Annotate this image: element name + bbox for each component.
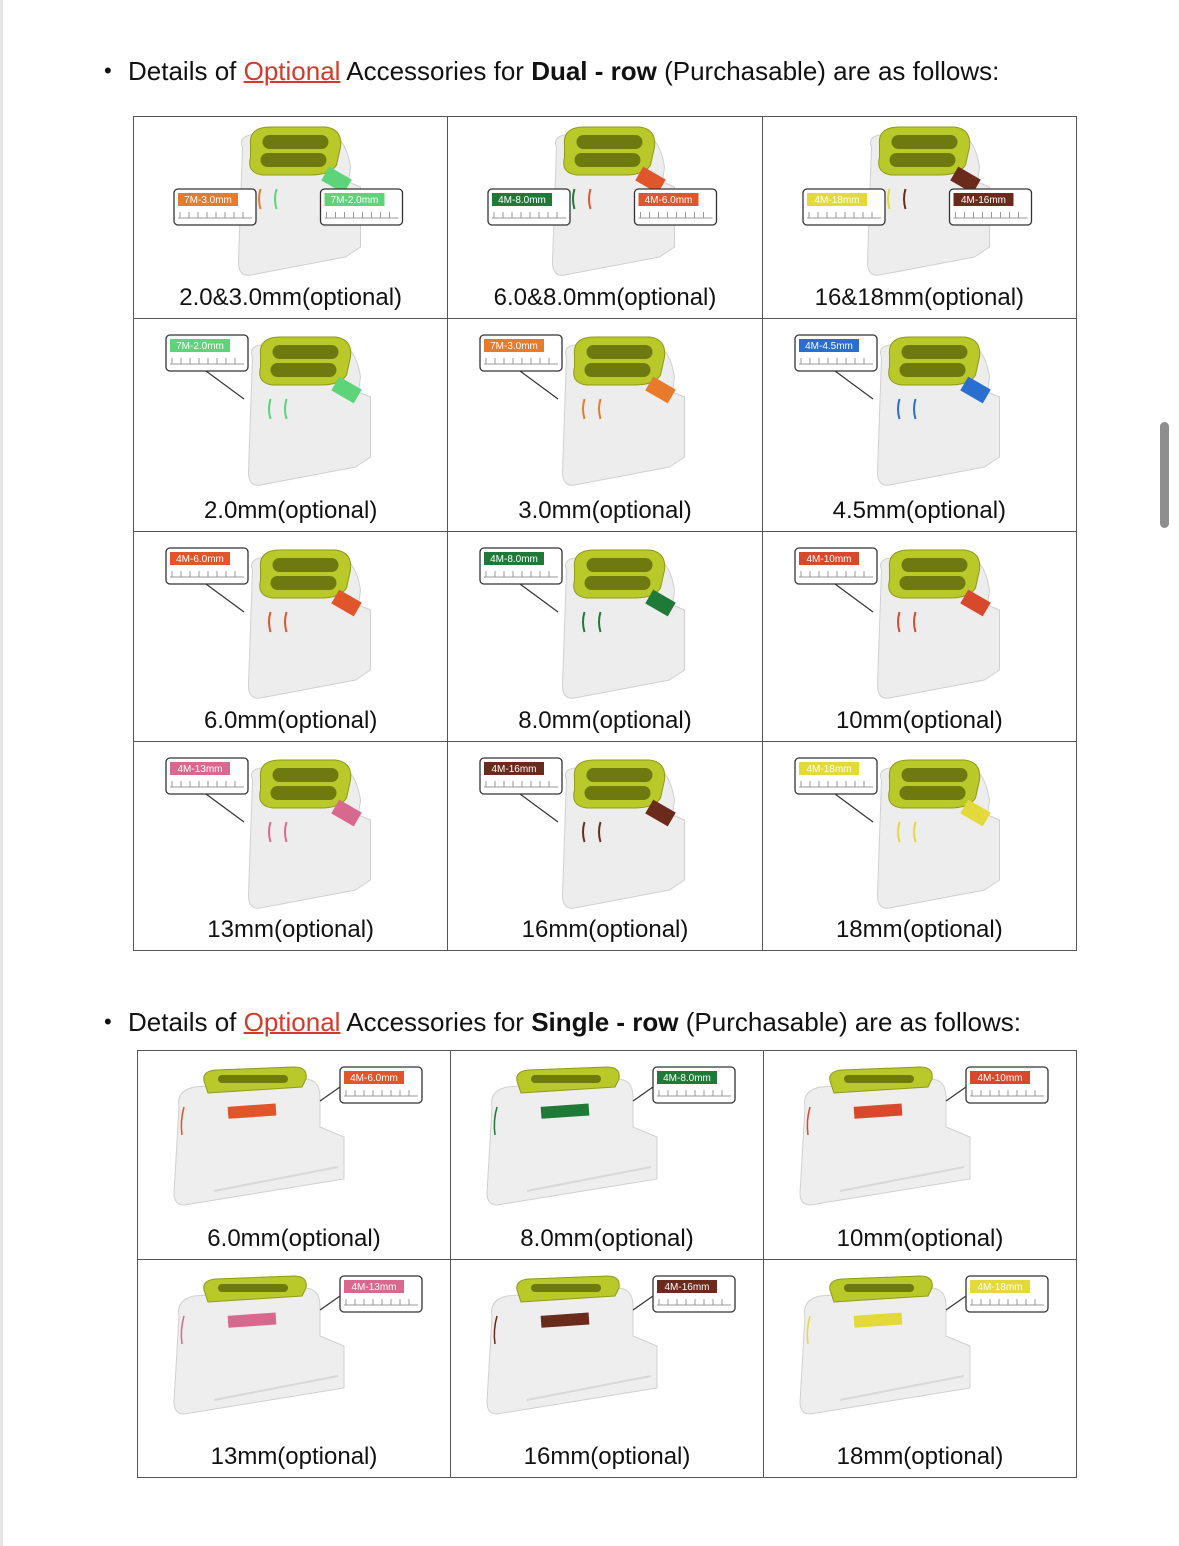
size-tag-icon xyxy=(480,548,562,584)
accessory-caption: 2.0&3.0mm(optional) xyxy=(179,284,403,311)
tag-label: 4M-13mm xyxy=(351,1282,397,1293)
dual-cell xyxy=(762,532,1076,742)
accessory-caption: 8.0mm(optional) xyxy=(520,1225,694,1252)
tag-label: 4M-16mm xyxy=(491,764,537,775)
accessory-caption: 8.0mm(optional) xyxy=(518,707,692,734)
dual-cell xyxy=(448,117,762,319)
tag-label: 4M-10mm xyxy=(977,1073,1023,1084)
accessory-caption: 2.0mm(optional) xyxy=(203,497,378,524)
scrollbar-thumb[interactable] xyxy=(1160,422,1169,528)
size-tag-icon xyxy=(803,189,885,225)
dual-row-cartridge-icon xyxy=(249,337,371,485)
single-cell xyxy=(764,1260,1077,1478)
single-row-cartridge-icon xyxy=(800,1276,970,1414)
accessory-caption: 16mm(optional) xyxy=(523,1443,691,1470)
heading-text: Details of xyxy=(128,1007,244,1037)
single-row-cartridge-icon xyxy=(800,1067,970,1205)
heading-text: Accessories for xyxy=(340,1007,532,1037)
single-cell xyxy=(138,1260,451,1478)
dual-cell xyxy=(134,117,448,319)
tag-label: 4M-6.0mm xyxy=(350,1073,398,1084)
tag-label: 7M-3.0mm xyxy=(184,195,232,206)
accessory-caption: 13mm(optional) xyxy=(207,916,375,943)
single-cell xyxy=(451,1051,764,1260)
tag-label: 4M-13mm xyxy=(177,764,223,775)
single-cell xyxy=(138,1051,451,1260)
accessory-caption: 18mm(optional) xyxy=(835,916,1003,943)
dual-cell xyxy=(134,742,448,951)
dual-row-cartridge-icon xyxy=(249,760,371,908)
bullet-icon: • xyxy=(104,58,112,83)
tag-label: 4M-6.0mm xyxy=(176,554,224,565)
size-tag-icon xyxy=(653,1276,735,1312)
optional-link[interactable]: Optional xyxy=(243,56,341,86)
accessory-caption: 6.0mm(optional) xyxy=(207,1225,381,1252)
single-cell xyxy=(451,1260,764,1478)
heading-text: (Purchasable) are as follows: xyxy=(656,56,1000,86)
heading-bold: Single - row xyxy=(531,1007,679,1037)
tag-label: 7M-2.0mm xyxy=(330,195,379,206)
dual-row-cartridge-icon xyxy=(877,760,999,908)
single-cell xyxy=(764,1051,1077,1260)
accessory-caption: 10mm(optional) xyxy=(836,1225,1004,1252)
single-row-heading xyxy=(104,1006,1021,1038)
dual-row-cartridge-icon xyxy=(563,760,685,908)
single-row-cartridge-icon xyxy=(487,1067,657,1205)
single-row-cartridge-icon xyxy=(174,1067,344,1205)
size-tag-icon xyxy=(174,189,256,225)
size-tag-icon xyxy=(480,758,562,794)
size-tag-icon xyxy=(966,1067,1048,1103)
tag-label: 4M-18mm xyxy=(977,1282,1023,1293)
tag-label: 4M-18mm xyxy=(806,764,852,775)
dual-row-cartridge-icon xyxy=(877,550,999,698)
dual-row-cartridge-icon xyxy=(249,550,371,698)
tag-label: 4M-16mm xyxy=(664,1282,710,1293)
dual-row-table xyxy=(133,116,1077,951)
single-row-cartridge-icon xyxy=(174,1276,344,1414)
heading-text: (Purchasable) are as follows: xyxy=(678,1007,1022,1037)
dual-cell xyxy=(448,532,762,742)
tag-label: 7M-3.0mm xyxy=(490,341,539,352)
size-tag-icon xyxy=(166,758,248,794)
size-tag-icon xyxy=(653,1067,735,1103)
tag-label: 4M-8.0mm xyxy=(663,1073,711,1084)
accessory-caption: 6.0&8.0mm(optional) xyxy=(493,284,717,311)
dual-row-cartridge-icon xyxy=(563,337,685,485)
size-tag-icon xyxy=(321,189,403,225)
accessory-caption: 16&18mm(optional) xyxy=(814,284,1025,311)
tag-label: 4M-8.0mm xyxy=(498,195,547,206)
bullet-icon: • xyxy=(104,1009,112,1034)
size-tag-icon xyxy=(480,335,562,371)
size-tag-icon xyxy=(635,189,717,225)
size-tag-icon xyxy=(166,335,248,371)
optional-link[interactable]: Optional xyxy=(243,1007,341,1037)
accessory-caption: 3.0mm(optional) xyxy=(518,497,692,524)
single-row-table xyxy=(137,1050,1077,1478)
accessory-caption: 10mm(optional) xyxy=(835,707,1003,734)
size-tag-icon xyxy=(166,548,248,584)
size-tag-icon xyxy=(966,1276,1048,1312)
accessory-caption: 16mm(optional) xyxy=(521,916,689,943)
tag-label: 4M-4.5mm xyxy=(804,341,853,352)
single-row-cartridge-icon xyxy=(487,1276,657,1414)
dual-cell xyxy=(762,742,1076,951)
tag-label: 4M-16mm xyxy=(960,195,1006,206)
dual-cell xyxy=(448,742,762,951)
size-tag-icon xyxy=(949,189,1031,225)
accessory-caption: 18mm(optional) xyxy=(836,1443,1004,1470)
size-tag-icon xyxy=(340,1276,422,1312)
tag-label: 4M-10mm xyxy=(806,554,852,565)
dual-cell xyxy=(762,117,1076,319)
tag-label: 4M-18mm xyxy=(814,195,860,206)
tag-label: 7M-2.0mm xyxy=(176,341,224,352)
tag-label: 4M-8.0mm xyxy=(490,554,539,565)
heading-text: Accessories for xyxy=(340,56,532,86)
size-tag-icon xyxy=(795,548,877,584)
dual-row-heading xyxy=(104,55,999,87)
dual-row-cartridge-icon xyxy=(877,337,999,485)
dual-cell xyxy=(134,319,448,532)
size-tag-icon xyxy=(795,758,877,794)
size-tag-icon xyxy=(488,189,570,225)
accessory-caption: 6.0mm(optional) xyxy=(203,707,378,734)
tag-label: 4M-6.0mm xyxy=(644,195,693,206)
page-edge xyxy=(0,0,3,1546)
size-tag-icon xyxy=(795,335,877,371)
dual-row-cartridge-icon xyxy=(563,550,685,698)
accessory-caption: 4.5mm(optional) xyxy=(832,497,1007,524)
heading-bold: Dual - row xyxy=(531,56,657,86)
size-tag-icon xyxy=(340,1067,422,1103)
heading-text: Details of xyxy=(128,56,244,86)
dual-cell xyxy=(762,319,1076,532)
dual-cell xyxy=(448,319,762,532)
accessory-caption: 13mm(optional) xyxy=(210,1443,378,1470)
dual-cell xyxy=(134,532,448,742)
